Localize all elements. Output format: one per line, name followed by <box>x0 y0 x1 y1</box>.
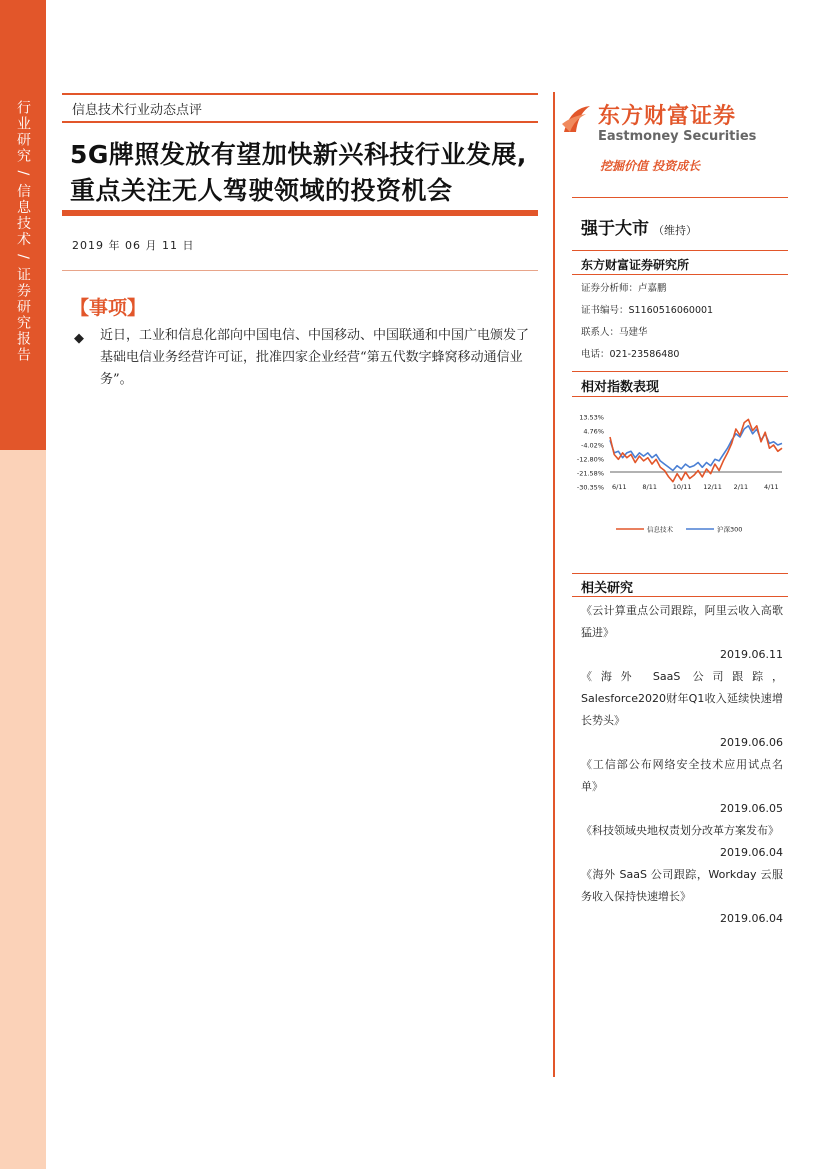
research-date: 2019.06.04 <box>720 846 783 859</box>
legend-label: 信息技术 <box>647 525 673 534</box>
report-category: 信息技术行业动态点评 <box>72 103 203 118</box>
list-item[interactable] <box>581 754 783 820</box>
rating-label: 强于大市 <box>581 219 649 239</box>
brand-name-en: Eastmoney Securities <box>598 129 757 144</box>
title-underline <box>62 210 538 216</box>
list-item[interactable] <box>581 600 783 666</box>
date-divider <box>62 270 538 271</box>
sidebar-label: 行业研究 / 信息技术 / 证券研究报告 <box>15 100 31 364</box>
x-tick-label: 10/11 <box>672 483 692 491</box>
x-tick-label: 2/11 <box>733 483 749 491</box>
related-bottom-rule <box>572 596 788 597</box>
y-tick-label: -30.35% <box>576 483 604 492</box>
bullet-diamond-icon: ◆ <box>74 331 84 346</box>
brand-slogan: 挖掘价值 投资成长 <box>600 159 701 173</box>
rating-top-rule <box>572 197 788 198</box>
research-date: 2019.06.11 <box>720 648 783 661</box>
contact-person: 联系人：马建华 <box>581 327 648 338</box>
brand-name-cn: 东方财富证券 <box>598 104 737 129</box>
x-tick-label: 6/11 <box>612 483 627 491</box>
x-tick-label: 12/11 <box>703 483 722 491</box>
report-title: 5G牌照发放有望加快新兴科技行业发展,重点关注无人驾驶领域的投资机会 <box>70 140 527 205</box>
rating-bottom-rule <box>572 250 788 251</box>
research-title[interactable]: 《云计算重点公司跟踪，阿里云收入高歌猛进》 <box>581 604 783 639</box>
analyst-certificate: 证书编号：S1160516060001 <box>581 305 714 316</box>
research-date: 2019.06.04 <box>720 912 783 925</box>
research-date: 2019.06.06 <box>720 736 783 749</box>
legend-label: 沪深300 <box>717 525 743 534</box>
research-title[interactable]: 《工信部公布网络安全技术应用试点名单》 <box>581 758 783 793</box>
institute-name: 东方财富证券研究所 <box>581 258 690 272</box>
research-title[interactable]: 《科技领域央地权责划分改革方案发布》 <box>581 824 779 837</box>
list-item[interactable] <box>581 666 783 754</box>
related-heading: 相关研究 <box>581 581 634 596</box>
contact-phone: 电话：021-23586480 <box>581 349 680 360</box>
research-title[interactable]: 《海外 SaaS 公司跟踪，Salesforce2020财年Q1收入延续快速增长势头》 <box>581 670 783 727</box>
institute-rule <box>572 274 788 275</box>
x-tick-label: 4/11 <box>764 483 779 491</box>
report-date: 2019 年 06 月 11 日 <box>72 239 195 252</box>
performance-heading: 相对指数表现 <box>581 380 660 395</box>
header-top-rule <box>62 93 538 95</box>
y-tick-label: 4.76% <box>583 427 604 436</box>
analyst-name: 证券分析师：卢嘉鹏 <box>581 283 667 294</box>
x-tick-label: 8/11 <box>642 483 658 491</box>
header-rule <box>62 121 538 123</box>
series-line <box>610 426 782 471</box>
related-top-rule <box>572 573 788 574</box>
rating-status: （维持） <box>653 224 697 237</box>
y-tick-label: -21.58% <box>576 469 604 478</box>
research-date: 2019.06.05 <box>720 802 783 815</box>
performance-top-rule <box>572 371 788 372</box>
relative-performance-chart <box>572 405 788 540</box>
body-paragraph: 近日，工业和信息化部向中国电信、中国移动、中国联通和中国广电颁发了基础电信业务经营许可证，批准四家企业经营“第五代数字蜂窝移动通信业务”。 <box>100 328 530 387</box>
performance-bottom-rule <box>572 396 788 397</box>
y-tick-label: 13.53% <box>579 413 604 422</box>
rating <box>581 214 697 239</box>
related-research-list <box>581 600 783 930</box>
research-title[interactable]: 《海外 SaaS 公司跟踪，Workday 云服务收入保持快速增长》 <box>581 868 783 903</box>
list-item[interactable] <box>581 820 783 864</box>
y-tick-label: -4.02% <box>581 441 604 450</box>
sidebar-lower <box>0 450 46 1169</box>
section-heading: 【事项】 <box>70 297 147 319</box>
brand-logo-icon <box>560 102 594 136</box>
column-divider <box>553 92 555 1077</box>
list-item[interactable] <box>581 864 783 930</box>
y-tick-label: -12.80% <box>576 455 604 464</box>
